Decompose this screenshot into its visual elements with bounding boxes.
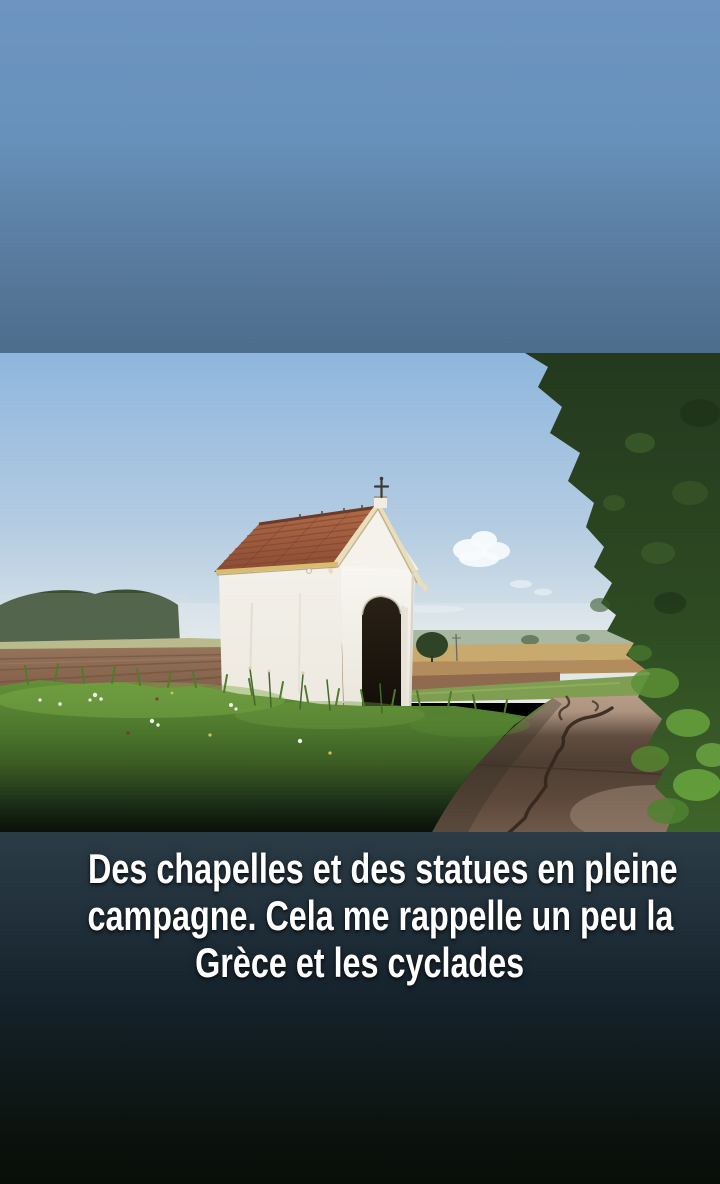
caption-line: Des chapelles et des statues en pleine bbox=[88, 845, 678, 892]
story-background-top bbox=[0, 0, 720, 353]
caption-text bbox=[0, 845, 720, 986]
caption-line: Grèce et les cyclades bbox=[195, 939, 525, 986]
chapel-photo bbox=[0, 353, 720, 832]
chapel-photo-scene bbox=[0, 353, 720, 832]
caption-line: campagne. Cela me rappelle un peu la bbox=[87, 892, 674, 939]
distant-tree bbox=[416, 632, 448, 658]
